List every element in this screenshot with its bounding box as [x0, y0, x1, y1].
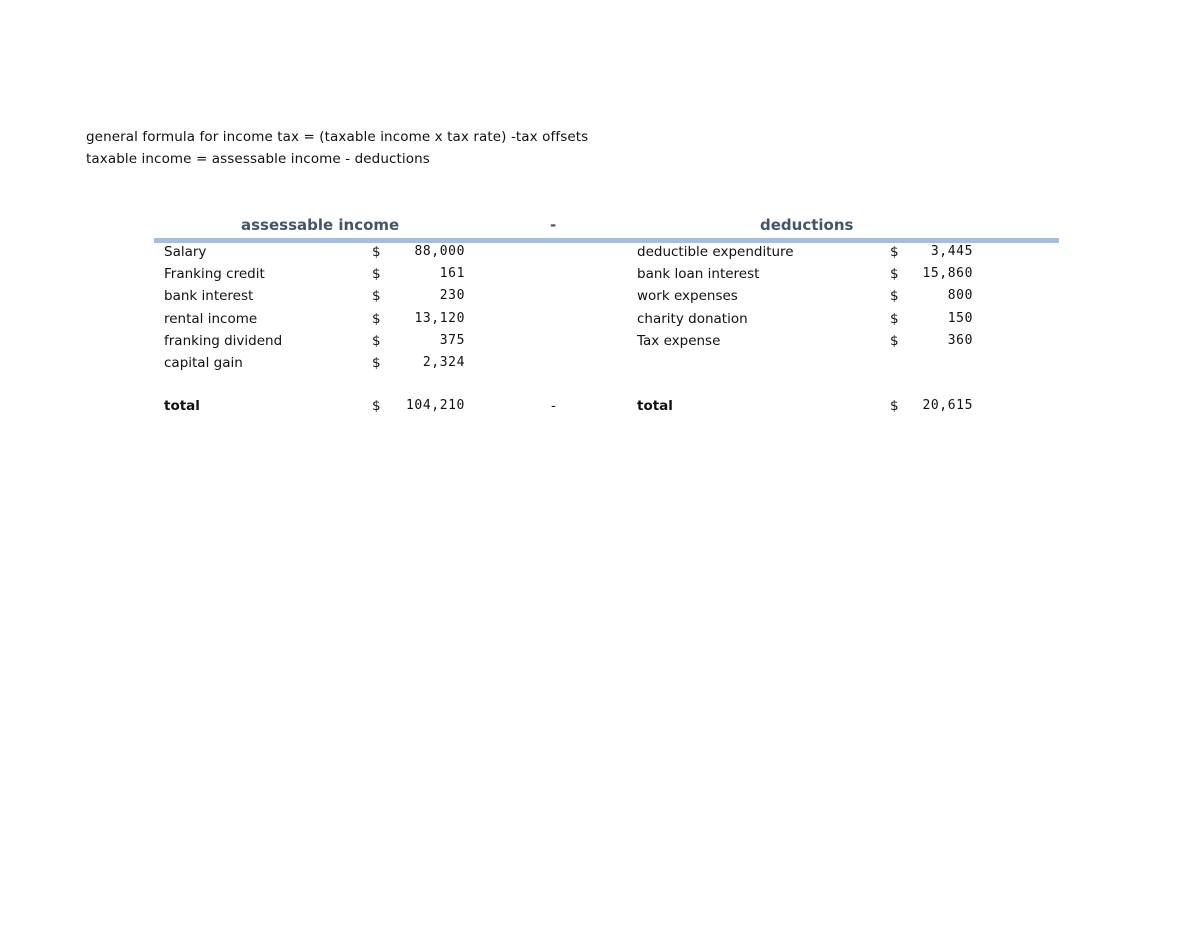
income-label: Salary: [164, 244, 207, 260]
income-label: Franking credit: [164, 266, 265, 282]
income-currency: $: [372, 355, 381, 371]
deduction-amount: 360: [947, 333, 973, 348]
income-amount: 161: [439, 266, 465, 281]
deduction-currency: $: [890, 333, 899, 349]
income-amount: 2,324: [422, 355, 465, 370]
deduction-label: Tax expense: [637, 333, 721, 349]
deduction-row: [0, 266, 1200, 284]
income-label: franking dividend: [164, 333, 283, 349]
deductions-heading: deductions: [760, 216, 854, 234]
heading-minus-operator: -: [550, 216, 557, 234]
deduction-label: charity donation: [637, 311, 748, 327]
income-row: [0, 355, 1200, 373]
assessable-income-heading: assessable income: [241, 216, 400, 234]
income-label: bank interest: [164, 288, 254, 304]
income-total-label: total: [164, 398, 200, 414]
income-currency: $: [372, 244, 381, 260]
heading-divider: [154, 238, 1059, 243]
deduction-total-currency: $: [890, 398, 899, 414]
deduction-amount: 150: [947, 311, 973, 326]
deduction-row: [0, 244, 1200, 262]
income-total-currency: $: [372, 398, 381, 414]
deduction-amount: 3,445: [930, 244, 973, 259]
deduction-label: bank loan interest: [637, 266, 760, 282]
income-currency: $: [372, 288, 381, 304]
totals-minus-operator: -: [551, 398, 556, 414]
deduction-amount: 15,860: [922, 266, 973, 281]
deduction-total-amount: 20,615: [922, 398, 973, 413]
deduction-label: deductible expenditure: [637, 244, 794, 260]
income-currency: $: [372, 311, 381, 327]
income-amount: 375: [439, 333, 465, 348]
income-amount: 88,000: [414, 244, 465, 259]
deduction-currency: $: [890, 244, 899, 260]
deduction-row: [0, 288, 1200, 306]
income-total-amount: 104,210: [406, 398, 465, 413]
deduction-total-label: total: [637, 398, 673, 414]
deduction-amount: 800: [947, 288, 973, 303]
deduction-currency: $: [890, 266, 899, 282]
deduction-label: work expenses: [637, 288, 738, 304]
income-currency: $: [372, 333, 381, 349]
deduction-currency: $: [890, 311, 899, 327]
totals-row: [0, 398, 1200, 416]
deduction-currency: $: [890, 288, 899, 304]
deduction-row: [0, 333, 1200, 351]
deduction-row: [0, 311, 1200, 329]
income-currency: $: [372, 266, 381, 282]
income-amount: 13,120: [414, 311, 465, 326]
income-amount: 230: [439, 288, 465, 303]
income-label: capital gain: [164, 355, 243, 371]
formula-line-1: general formula for income tax = (taxable income x tax rate) -tax offsets: [86, 129, 589, 145]
formula-line-2: taxable income = assessable income - deductions: [86, 151, 430, 167]
income-label: rental income: [164, 311, 258, 327]
